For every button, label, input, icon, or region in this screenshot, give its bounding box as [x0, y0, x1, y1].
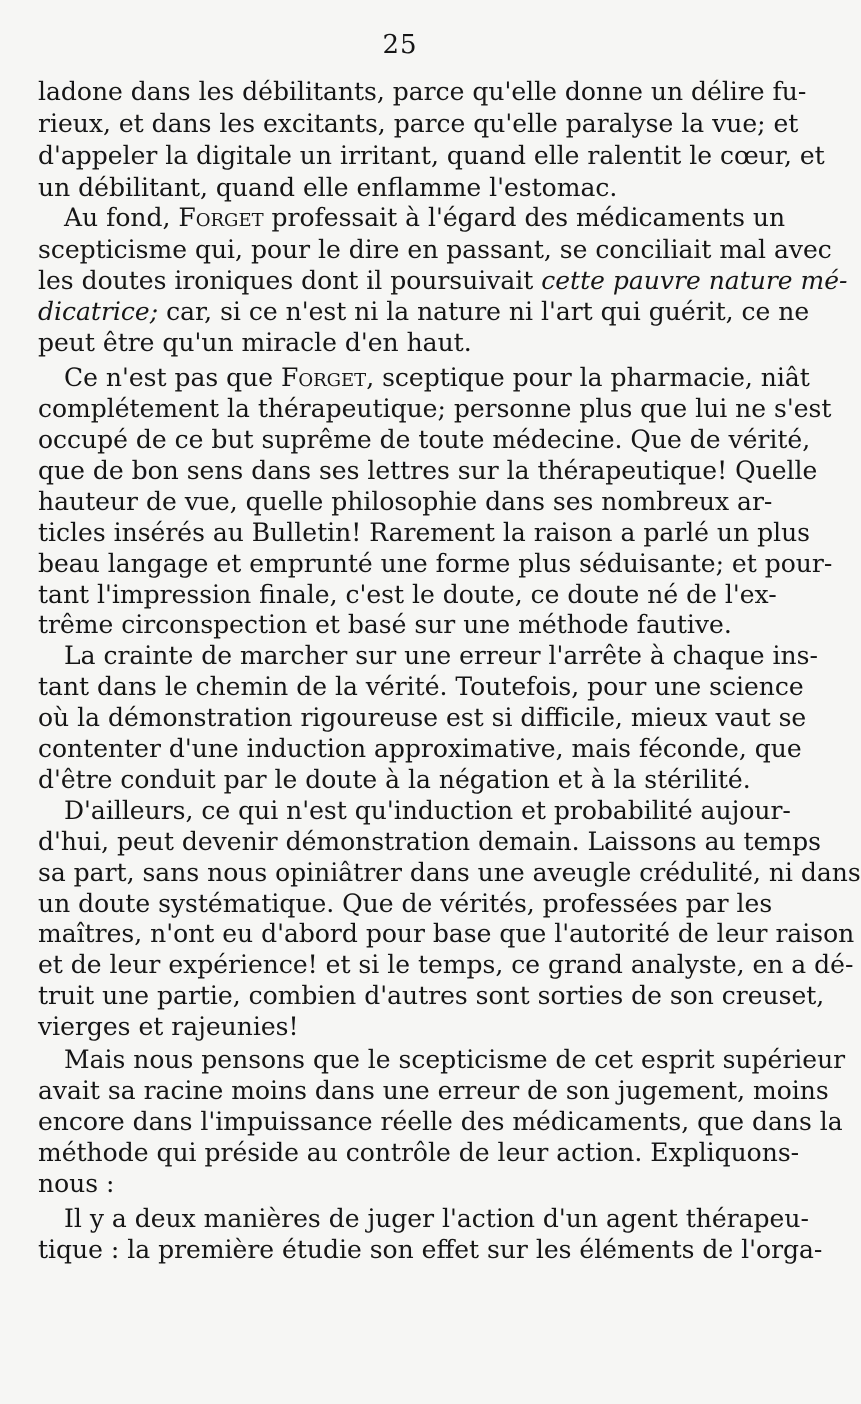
text-line: Il y a deux manières de juger l'action d'un agent thérapeu- — [64, 1204, 809, 1233]
text-line: truit une partie, combien d'autres sont sorties de son creuset, — [38, 981, 825, 1010]
text-line: d'hui, peut devenir démonstration demain. Laissons au temps — [38, 827, 821, 856]
author-name: Forget — [178, 203, 264, 232]
text-line: trême circonspection et basé sur une méthode fautive. — [38, 610, 732, 639]
text-line: avait sa racine moins dans une erreur de son jugement, moins — [38, 1076, 829, 1105]
text-line: ladone dans les débilitants, parce qu'elle donne un délire fu- — [38, 77, 807, 106]
text-line: peut être qu'un miracle d'en haut. — [38, 328, 472, 357]
text-line: d'être conduit par le doute à la négation et à la stérilité. — [38, 765, 751, 794]
text-line: Mais nous pensons que le scepticisme de cet esprit supérieur — [64, 1045, 846, 1074]
text-line: sa part, sans nous opiniâtrer dans une aveugle crédulité, ni dans — [38, 858, 861, 887]
text-line: un débilitant, quand elle enflamme l'estomac. — [38, 173, 618, 202]
text-line: hauteur de vue, quelle philosophie dans ses nombreux ar- — [38, 487, 773, 516]
text-line: scepticisme qui, pour le dire en passant, se conciliait mal avec — [38, 235, 832, 264]
text-line: où la démonstration rigoureuse est si difficile, mieux vaut se — [38, 703, 807, 732]
text-line: tant l'impression finale, c'est le doute, ce doute né de l'ex- — [38, 580, 777, 609]
text-line: D'ailleurs, ce qui n'est qu'induction et probabilité aujour- — [64, 796, 791, 825]
text-line: que de bon sens dans ses lettres sur la thérapeutique! Quelle — [38, 456, 818, 485]
text-line: Au fond, Forget professait à l'égard des médicaments un — [64, 203, 786, 232]
text-line: ticles insérés au Bulletin! Rarement la raison a parlé un plus — [38, 518, 810, 547]
author-name: Forget — [281, 363, 367, 392]
text-line: tique : la première étudie son effet sur les éléments de l'orga- — [38, 1235, 823, 1264]
text-line: nous : — [38, 1169, 115, 1198]
text-line: rieux, et dans les excitants, parce qu'elle paralyse la vue; et — [38, 109, 799, 138]
italic-quote: cette pauvre nature mé- — [541, 266, 848, 295]
text-line: maîtres, n'ont eu d'abord pour base que l'autorité de leur raison — [38, 919, 855, 948]
text-line: La crainte de marcher sur une erreur l'arrête à chaque ins- — [64, 641, 818, 670]
page-number: 25 — [382, 30, 418, 60]
text-line: d'appeler la digitale un irritant, quand elle ralentit le cœur, et — [38, 141, 825, 170]
text-line: les doutes ironiques dont il poursuivait cette pauvre nature mé- — [38, 266, 848, 295]
text-line: encore dans l'impuissance réelle des médicaments, que dans la — [38, 1107, 843, 1136]
text-line: occupé de ce but suprême de toute médecine. Que de vérité, — [38, 425, 811, 454]
text-line: vierges et rajeunies! — [38, 1012, 299, 1041]
text-line: méthode qui préside au contrôle de leur action. Expliquons- — [38, 1138, 800, 1167]
text-line: dicatrice; car, si ce n'est ni la nature ni l'art qui guérit, ce ne — [38, 297, 810, 326]
text-line: tant dans le chemin de la vérité. Toutefois, pour une science — [38, 672, 804, 701]
text-line: beau langage et emprunté une forme plus séduisante; et pour- — [38, 549, 833, 578]
text-line: Ce n'est pas que Forget, sceptique pour la pharmacie, niât — [64, 363, 810, 392]
text-line: et de leur expérience! et si le temps, ce grand analyste, en a dé- — [38, 950, 854, 979]
text-line: complétement la thérapeutique; personne plus que lui ne s'est — [38, 394, 832, 423]
text-line: contenter d'une induction approximative, mais féconde, que — [38, 734, 802, 763]
text-line: un doute systématique. Que de vérités, professées par les — [38, 889, 773, 918]
italic-quote: dicatrice; — [38, 297, 159, 326]
